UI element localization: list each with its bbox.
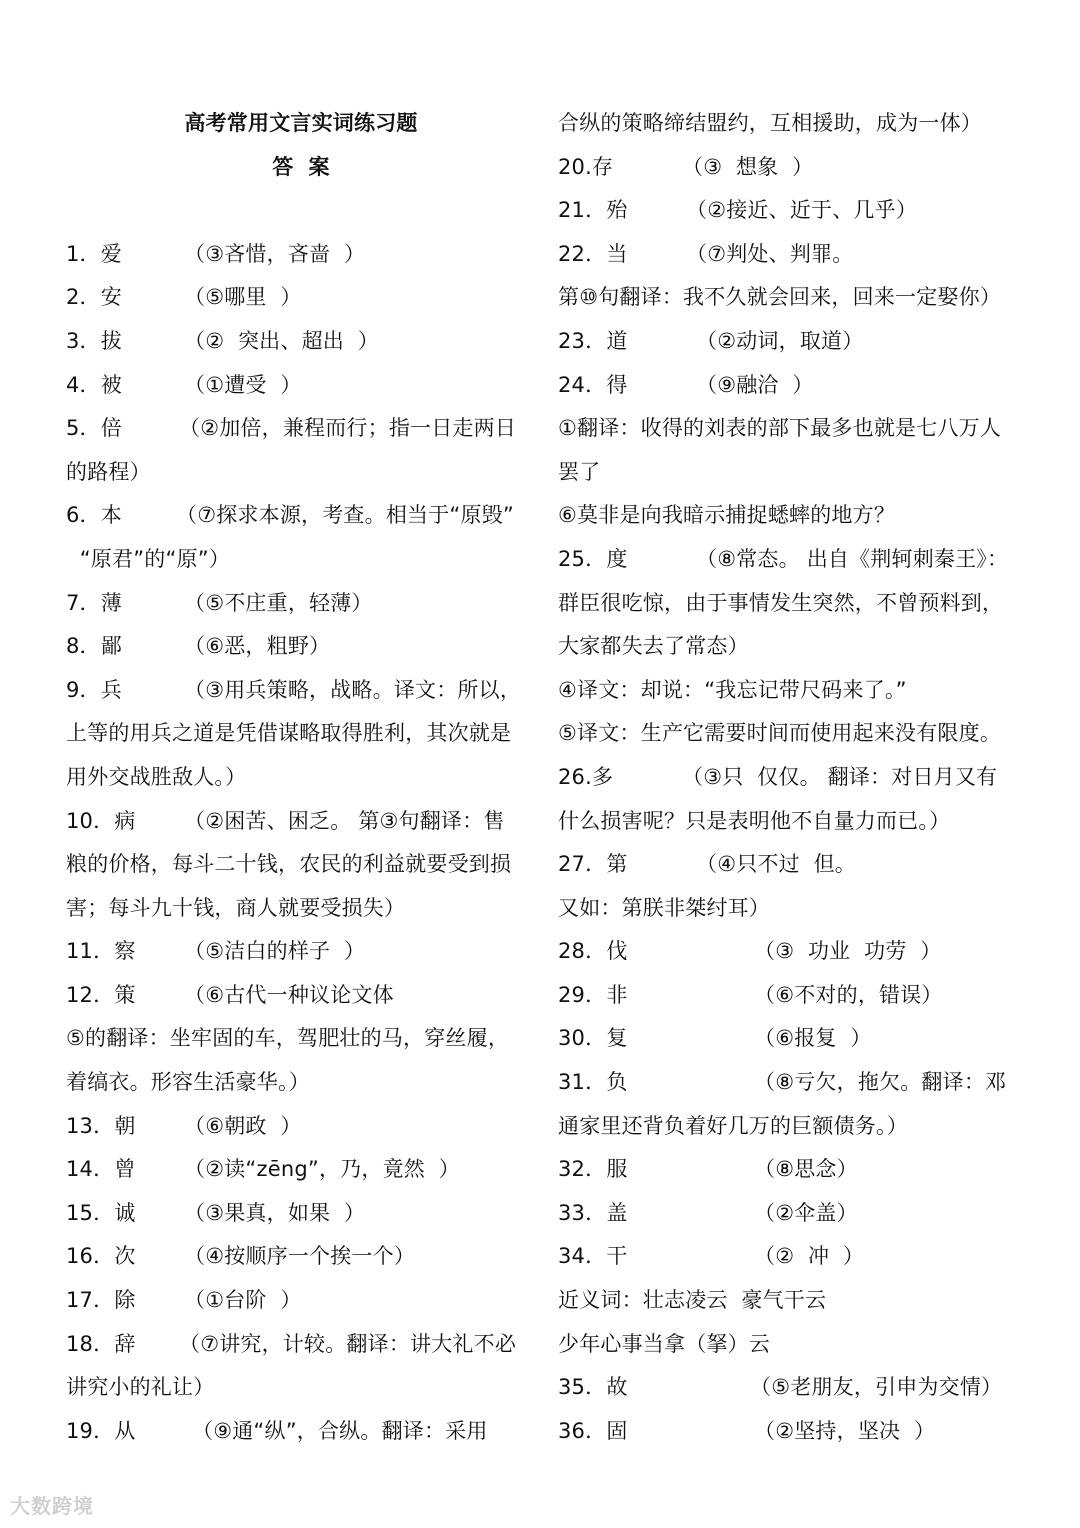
item-number-word: 34．干 bbox=[558, 1244, 628, 1269]
answer-continuation-line: 什么损害呢？只是表明他不自量力而已。） bbox=[558, 808, 951, 833]
item-answer: （③只 仅仅。 翻译：对日月又有 bbox=[682, 764, 998, 789]
answer-item bbox=[558, 756, 1028, 800]
item-number-word: 1．爱 bbox=[66, 241, 122, 266]
answer-item bbox=[558, 364, 1028, 408]
item-number-word: 13．朝 bbox=[66, 1113, 136, 1138]
answer-item bbox=[66, 974, 536, 1018]
item-number-word: 10．病 bbox=[66, 808, 136, 833]
right-column bbox=[558, 102, 1028, 1453]
item-number-word: 36．固 bbox=[558, 1418, 628, 1443]
item-answer: （⑤哪里 ） bbox=[184, 285, 302, 310]
answer-item bbox=[558, 1366, 1028, 1410]
watermark-logo: 大数跨境 bbox=[10, 1494, 94, 1518]
answer-continuation-line: 又如：第朕非桀纣耳） bbox=[558, 895, 770, 920]
answer-continuation-line: 通家里还背负着好几万的巨额债务。） bbox=[558, 1113, 908, 1138]
answer-continuation-line: “原君”的“原”） bbox=[66, 546, 231, 571]
item-answer: （③果真，如果 ） bbox=[184, 1200, 366, 1225]
item-number-word: 8．鄙 bbox=[66, 634, 122, 659]
page-title: 高考常用文言实词练习题 bbox=[184, 111, 418, 135]
item-answer: （③ 功业 功劳 ） bbox=[754, 939, 942, 964]
item-number-word: 22．当 bbox=[558, 241, 628, 266]
item-number-word: 18．辞 bbox=[66, 1331, 136, 1356]
item-number-word: 31．负 bbox=[558, 1070, 628, 1095]
right-answer-list bbox=[558, 102, 1028, 1453]
item-answer: （⑦讲究，计较。翻译：讲大礼不必 bbox=[179, 1331, 517, 1356]
item-answer: （⑦探求本源，考查。相当于“原毁” bbox=[176, 503, 514, 528]
item-number-word: 27．第 bbox=[558, 852, 628, 877]
item-answer: （⑥恶，粗野） bbox=[184, 634, 331, 659]
answer-item bbox=[558, 146, 1028, 190]
answer-item bbox=[558, 1017, 1028, 1061]
answer-item bbox=[66, 1148, 536, 1192]
item-answer: （②伞盖） bbox=[754, 1200, 858, 1225]
item-answer: （④只不过 但。 bbox=[696, 852, 856, 877]
answer-item bbox=[66, 364, 536, 408]
item-answer: （③吝惜，吝啬 ） bbox=[184, 241, 366, 266]
answer-item bbox=[66, 276, 536, 320]
answer-continuation-line: 的路程） bbox=[66, 459, 151, 484]
item-answer: （④按顺序一个挨一个） bbox=[184, 1244, 416, 1269]
answer-item bbox=[66, 800, 536, 844]
item-answer: （②接近、近于、几乎） bbox=[686, 198, 918, 223]
item-number-word: 4．被 bbox=[66, 372, 122, 397]
item-number-word: 7．薄 bbox=[66, 590, 122, 615]
item-answer: （⑧亏欠，拖欠。翻译：邓 bbox=[754, 1070, 1007, 1095]
item-answer: （②坚持，坚决 ） bbox=[754, 1418, 936, 1443]
item-answer: （②读“zēng”，乃，竟然 ） bbox=[184, 1157, 460, 1182]
item-number-word: 24．得 bbox=[558, 372, 628, 397]
answer-continuation-line: 近义词：壮志凌云 豪气干云 bbox=[558, 1288, 827, 1313]
item-answer: （⑤不庄重，轻薄） bbox=[184, 590, 373, 615]
item-answer: （①台阶 ） bbox=[184, 1288, 302, 1313]
item-answer: （⑦判处、判罪。 bbox=[686, 241, 854, 266]
answer-continuation-line: 大家都失去了常态） bbox=[558, 634, 749, 659]
left-answer-list bbox=[66, 233, 536, 1454]
item-answer: （⑥报复 ） bbox=[754, 1026, 872, 1051]
answer-continuation-line: 上等的用兵之道是凭借谋略取得胜利，其次就是 bbox=[66, 721, 512, 746]
item-number-word: 32．服 bbox=[558, 1157, 628, 1182]
item-number-word: 21．殆 bbox=[558, 198, 628, 223]
item-answer: （②加倍，兼程而行；指一日走两日 bbox=[179, 416, 517, 441]
item-number-word: 9．兵 bbox=[66, 677, 122, 702]
item-answer: （②动词，取道） bbox=[696, 328, 864, 353]
item-answer: （⑤老朋友，引申为交情） bbox=[750, 1375, 1003, 1400]
spacer bbox=[66, 189, 536, 233]
answer-item bbox=[558, 1235, 1028, 1279]
answer-continuation-line: ⑤译文：生产它需要时间而使用起来没有限度。 bbox=[558, 721, 1002, 746]
answer-item bbox=[66, 1192, 536, 1236]
item-number-word: 5．倍 bbox=[66, 416, 122, 441]
item-number-word: 19．从 bbox=[66, 1418, 136, 1443]
answer-continuation-line: 着缟衣。形容生活豪华。） bbox=[66, 1070, 310, 1095]
answer-continuation-line: 第⑩句翻译：我不久就会回来，回来一定娶你） bbox=[558, 285, 1002, 310]
item-number-word: 17．除 bbox=[66, 1288, 136, 1313]
answer-heading: 答 案 bbox=[272, 154, 330, 179]
item-answer: （⑥不对的，错误） bbox=[754, 982, 943, 1007]
answer-item bbox=[558, 1148, 1028, 1192]
item-answer: （⑧常态。 出自《荆轲刺秦王》： bbox=[696, 546, 1009, 571]
answer-item bbox=[66, 625, 536, 669]
item-number-word: 3．拔 bbox=[66, 328, 122, 353]
answer-item bbox=[558, 1061, 1028, 1105]
left-column bbox=[66, 102, 536, 1453]
item-answer: （⑨通“纵”，合纵。翻译：采用 bbox=[192, 1418, 488, 1443]
item-number-word: 26.多 bbox=[558, 764, 614, 789]
answer-item bbox=[66, 1279, 536, 1323]
item-answer: （⑤洁白的样子 ） bbox=[184, 939, 366, 964]
item-answer: （② 突出、超出 ） bbox=[184, 328, 379, 353]
answer-item bbox=[558, 1410, 1028, 1454]
answer-item bbox=[558, 1192, 1028, 1236]
answer-continuation-line: 讲究小的礼让） bbox=[66, 1375, 215, 1400]
item-answer: （⑨融洽 ） bbox=[696, 372, 814, 397]
item-number-word: 11．察 bbox=[66, 939, 136, 964]
item-number-word: 20.存 bbox=[558, 154, 614, 179]
answer-continuation-line: ⑥莫非是向我暗示捕捉蟋蟀的地方？ bbox=[558, 503, 896, 528]
item-number-word: 15．诚 bbox=[66, 1200, 136, 1225]
item-number-word: 2．安 bbox=[66, 285, 122, 310]
item-number-word: 12．策 bbox=[66, 982, 136, 1007]
answer-item bbox=[558, 974, 1028, 1018]
item-answer: （②困苦、困乏。 第③句翻译：售 bbox=[184, 808, 505, 833]
answer-continuation-line: 群臣很吃惊，由于事情发生突然，不曾预料到， bbox=[558, 590, 1004, 615]
answer-item bbox=[66, 233, 536, 277]
item-answer: （⑥朝政 ） bbox=[184, 1113, 302, 1138]
item-number-word: 25．度 bbox=[558, 546, 628, 571]
answer-item bbox=[558, 843, 1028, 887]
answer-continuation-line: 合纵的策略缔结盟约，互相援助，成为一体） bbox=[558, 111, 982, 135]
answer-item bbox=[66, 669, 536, 713]
answer-continuation-line: 少年心事当拿（拏）云 bbox=[558, 1331, 770, 1356]
answer-continuation-line: 粮的价格，每斗二十钱，农民的利益就要受到损 bbox=[66, 852, 512, 877]
item-number-word: 29．非 bbox=[558, 982, 628, 1007]
answer-item bbox=[66, 930, 536, 974]
answer-continuation-line: ①翻译：收得的刘表的部下最多也就是七八万人 bbox=[558, 416, 1002, 441]
item-number-word: 23．道 bbox=[558, 328, 628, 353]
item-answer: （② 冲 ） bbox=[754, 1244, 865, 1269]
answer-item bbox=[558, 189, 1028, 233]
item-answer: （③用兵策略，战略。译文：所以， bbox=[184, 677, 522, 702]
answer-continuation-line: ④译文：却说：“我忘记带尺码来了。” bbox=[558, 677, 907, 702]
item-number-word: 28．伐 bbox=[558, 939, 628, 964]
answer-item bbox=[66, 1105, 536, 1149]
item-answer: （⑧思念） bbox=[754, 1157, 858, 1182]
answer-item bbox=[66, 407, 536, 451]
answer-continuation-line: 罢了 bbox=[558, 459, 601, 484]
answer-item bbox=[66, 320, 536, 364]
item-answer: （①遭受 ） bbox=[184, 372, 302, 397]
answer-item bbox=[66, 1323, 536, 1367]
answer-item bbox=[66, 582, 536, 626]
answer-item bbox=[558, 320, 1028, 364]
item-number-word: 16．次 bbox=[66, 1244, 136, 1269]
item-number-word: 33．盖 bbox=[558, 1200, 628, 1225]
answer-item bbox=[66, 1410, 536, 1454]
item-answer: （③ 想象 ） bbox=[682, 154, 814, 179]
answer-continuation-line: 害；每斗九十钱，商人就要受损失） bbox=[66, 895, 406, 920]
answer-item bbox=[558, 233, 1028, 277]
item-number-word: 6．本 bbox=[66, 503, 122, 528]
answer-continuation-line: 用外交战胜敌人。） bbox=[66, 764, 247, 789]
answer-item bbox=[558, 930, 1028, 974]
item-number-word: 30．复 bbox=[558, 1026, 628, 1051]
answer-continuation-line: ⑤的翻译：坐牢固的车，驾肥壮的马，穿丝履， bbox=[66, 1026, 510, 1051]
item-number-word: 35．故 bbox=[558, 1375, 628, 1400]
item-number-word: 14．曾 bbox=[66, 1157, 136, 1182]
answer-item bbox=[66, 1235, 536, 1279]
item-answer: （⑥古代一种议论文体 bbox=[184, 982, 394, 1007]
answer-item bbox=[66, 494, 536, 538]
answer-item bbox=[558, 538, 1028, 582]
